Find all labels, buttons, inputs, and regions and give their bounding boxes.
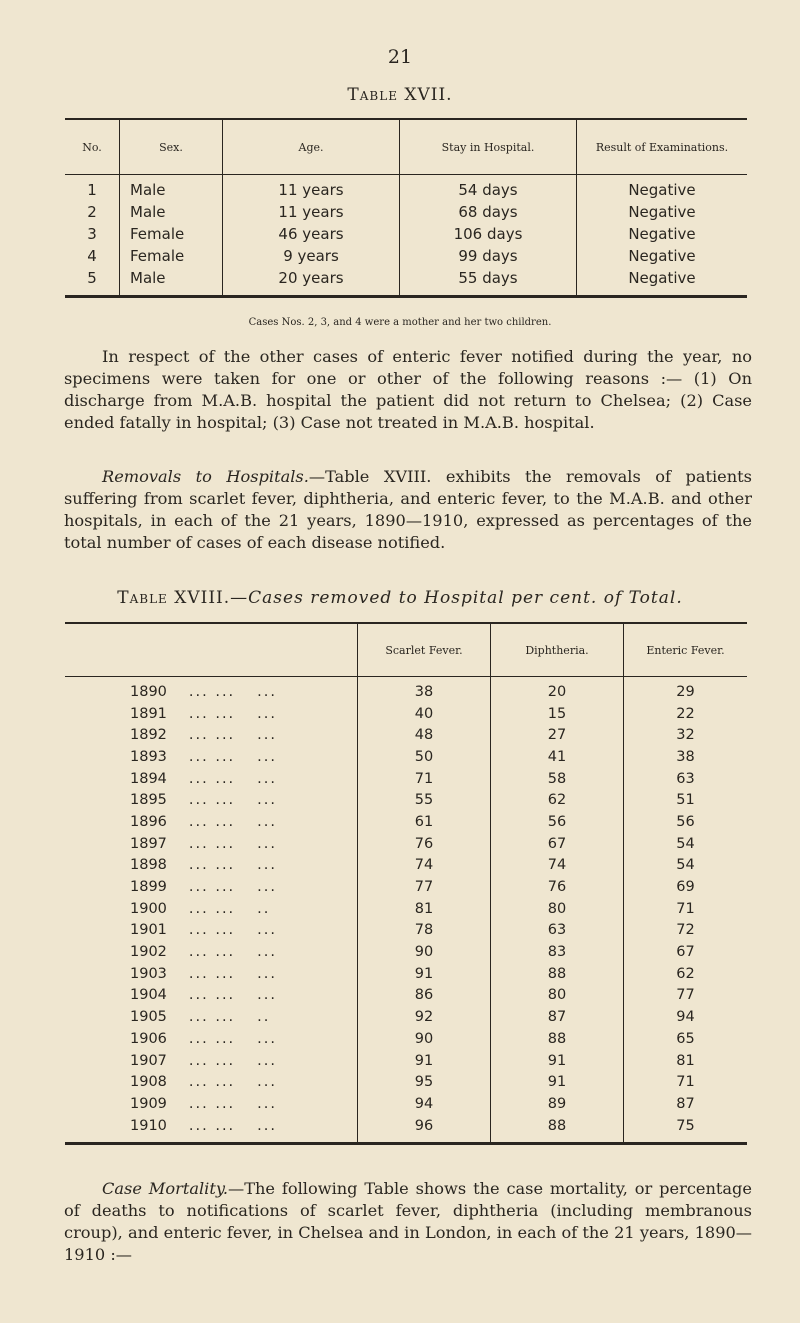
year-label: 1900 [130,900,167,917]
leader-dots-end: ... [257,965,277,982]
paragraph-case-mortality [64,1178,752,1266]
table-row [65,201,747,223]
year-label: 1910 [130,1117,167,1134]
leader-dots-end: ... [257,1117,277,1134]
cell-year [65,1093,358,1115]
table-row [65,1028,747,1050]
table-row [65,833,747,855]
cell-sex: Male [120,175,223,202]
cell-enteric-fever: 51 [624,789,748,811]
cell-enteric-fever: 65 [624,1028,748,1050]
cell-year [65,855,358,877]
paragraph-removals-text: —Table XVIII. exhibits the removals of patients suffering from scarlet fever, diphtheria, and enteric fever, to the M.A.B. and other hospitals, in each of the 21 years, 1890—1910, expressed as percentages of the total number of cases of each disease notified. [64,467,752,552]
year-label: 1896 [130,813,167,830]
cell-enteric-fever: 81 [624,1050,748,1072]
leader-dots: ... ... [188,1009,236,1026]
cell-year [65,724,358,746]
table-row [65,1006,747,1028]
cell-diphtheria: 74 [491,855,624,877]
cell-scarlet-fever: 91 [358,1050,491,1072]
cell-diphtheria: 41 [491,746,624,768]
leader-dots: ... ... [188,1117,236,1134]
year-label: 1905 [130,1009,167,1026]
year-label: 1893 [130,748,167,765]
cell-enteric-fever: 54 [624,833,748,855]
cell-diphtheria: 20 [491,677,624,703]
table-18-title-suffix: —Cases removed to Hospital per cent. of Total. [230,588,683,608]
cell-diphtheria: 87 [491,1006,624,1028]
cell-year [65,920,358,942]
header-age: Age. [223,119,400,175]
cell-result: Negative [577,245,748,267]
cell-no: 1 [87,181,97,199]
year-label: 1901 [130,922,167,939]
cell-enteric-fever: 62 [624,963,748,985]
cell-age: 20 years [223,267,400,297]
leader-dots: ... ... [188,683,236,700]
cell-scarlet-fever: 74 [358,855,491,877]
cell-year [65,1050,358,1072]
year-label: 1908 [130,1074,167,1091]
cell-diphtheria: 80 [491,985,624,1007]
cell-diphtheria: 83 [491,941,624,963]
leader-dots: ... ... [188,857,236,874]
table-18-header-row [65,623,747,677]
cell-diphtheria: 76 [491,876,624,898]
table-18-title-prefix: Table XVIII. [117,588,231,608]
table-row [65,811,747,833]
table-row [65,1115,747,1144]
year-label: 1894 [130,770,167,787]
table-row [65,1093,747,1115]
year-label: 1902 [130,944,167,961]
leader-dots-end: ... [257,922,277,939]
leader-dots-end: ... [257,835,277,852]
cell-year [65,703,358,725]
cell-year [65,677,358,703]
year-label: 1909 [130,1095,167,1112]
year-label: 1904 [130,987,167,1004]
cell-enteric-fever: 72 [624,920,748,942]
table-row [65,267,747,297]
cell-year [65,746,358,768]
leader-dots-end: ... [257,857,277,874]
leader-dots-end: ... [257,770,277,787]
table-17 [65,118,747,298]
leader-dots: ... ... [188,965,236,982]
year-label: 1892 [130,727,167,744]
cell-scarlet-fever: 81 [358,898,491,920]
header-enteric-fever: Enteric Fever. [624,623,748,677]
cell-enteric-fever: 32 [624,724,748,746]
leader-dots-end: ... [257,792,277,809]
leader-dots-end: ... [257,944,277,961]
cell-age: 9 years [223,245,400,267]
table-row [65,245,747,267]
cell-year [65,985,358,1007]
leader-dots: ... ... [188,1030,236,1047]
table-row [65,1050,747,1072]
cell-diphtheria: 62 [491,789,624,811]
cell-age: 11 years [223,175,400,202]
paragraph-case-mortality-lead: Case Mortality. [102,1179,229,1198]
year-label: 1903 [130,965,167,982]
leader-dots-end: ... [257,1030,277,1047]
leader-dots-end: ... [257,748,277,765]
cell-diphtheria: 91 [491,1071,624,1093]
cell-scarlet-fever: 77 [358,876,491,898]
cell-enteric-fever: 75 [624,1115,748,1144]
cell-diphtheria: 15 [491,703,624,725]
cell-year [65,789,358,811]
leader-dots-end: ... [257,683,277,700]
leader-dots: ... ... [188,1095,236,1112]
table-17-note: Cases Nos. 2, 3, and 4 were a mother and her two children. [248,317,552,328]
cell-sex: Female [120,223,223,245]
cell-no: 4 [87,247,97,265]
table-row [65,898,747,920]
cell-scarlet-fever: 90 [358,1028,491,1050]
cell-diphtheria: 56 [491,811,624,833]
leader-dots: ... ... [188,1074,236,1091]
cell-scarlet-fever: 91 [358,963,491,985]
cell-diphtheria: 80 [491,898,624,920]
cell-age: 11 years [223,201,400,223]
table-18-title [0,588,800,608]
table-17-title-text: Table XVII. [347,85,453,105]
header-no: No. [65,119,120,175]
cell-result: Negative [577,201,748,223]
leader-dots: ... ... [188,922,236,939]
cell-scarlet-fever: 50 [358,746,491,768]
table-17-header-row [65,119,747,175]
cell-diphtheria: 88 [491,1028,624,1050]
cell-result: Negative [577,267,748,297]
cell-diphtheria: 58 [491,768,624,790]
header-sex: Sex. [120,119,223,175]
table-row [65,703,747,725]
cell-scarlet-fever: 38 [358,677,491,703]
table-row [65,941,747,963]
paragraph-removals [64,466,752,554]
leader-dots: ... ... [188,792,236,809]
cell-year [65,768,358,790]
cell-no: 5 [87,269,97,287]
cell-year [65,1006,358,1028]
leader-dots: ... ... [188,813,236,830]
cell-enteric-fever: 77 [624,985,748,1007]
leader-dots-end: .. [257,900,271,917]
cell-scarlet-fever: 86 [358,985,491,1007]
cell-stay: 99 days [400,245,577,267]
cell-year [65,1071,358,1093]
leader-dots: ... ... [188,879,236,896]
cell-enteric-fever: 67 [624,941,748,963]
cell-scarlet-fever: 95 [358,1071,491,1093]
leader-dots-end: ... [257,813,277,830]
leader-dots: ... ... [188,1052,236,1069]
cell-enteric-fever: 22 [624,703,748,725]
cell-enteric-fever: 63 [624,768,748,790]
year-label: 1906 [130,1030,167,1047]
paragraph-removals-lead: Removals to Hospitals. [102,467,309,486]
cell-year [65,1028,358,1050]
leader-dots-end: ... [257,727,277,744]
cell-stay: 68 days [400,201,577,223]
cell-enteric-fever: 71 [624,1071,748,1093]
table-row [65,1071,747,1093]
table-row [65,724,747,746]
header-year [65,623,358,677]
cell-year [65,876,358,898]
cell-result: Negative [577,175,748,202]
leader-dots-end: ... [257,1095,277,1112]
table-18 [65,622,747,1145]
table-row [65,746,747,768]
leader-dots: ... ... [188,770,236,787]
cell-sex: Female [120,245,223,267]
table-row [65,876,747,898]
leader-dots-end: ... [257,1052,277,1069]
cell-no: 3 [87,225,97,243]
cell-diphtheria: 91 [491,1050,624,1072]
cell-enteric-fever: 29 [624,677,748,703]
cell-diphtheria: 89 [491,1093,624,1115]
leader-dots-end: ... [257,987,277,1004]
cell-year [65,898,358,920]
table-17-title [0,85,800,105]
header-scarlet-fever: Scarlet Fever. [358,623,491,677]
cell-scarlet-fever: 40 [358,703,491,725]
table-row [65,175,747,202]
cell-enteric-fever: 71 [624,898,748,920]
year-label: 1895 [130,792,167,809]
leader-dots: ... ... [188,727,236,744]
cell-stay: 54 days [400,175,577,202]
cell-scarlet-fever: 92 [358,1006,491,1028]
cell-diphtheria: 88 [491,1115,624,1144]
leader-dots: ... ... [188,705,236,722]
year-label: 1890 [130,683,167,700]
table-row [65,789,747,811]
cell-stay: 106 days [400,223,577,245]
header-result: Result of Examinations. [577,119,748,175]
cell-age: 46 years [223,223,400,245]
leader-dots: ... ... [188,748,236,765]
cell-stay: 55 days [400,267,577,297]
cell-enteric-fever: 38 [624,746,748,768]
cell-year [65,1115,358,1144]
cell-scarlet-fever: 55 [358,789,491,811]
cell-enteric-fever: 69 [624,876,748,898]
cell-diphtheria: 67 [491,833,624,855]
year-label: 1899 [130,879,167,896]
cell-year [65,811,358,833]
cell-enteric-fever: 56 [624,811,748,833]
cell-year [65,833,358,855]
cell-result: Negative [577,223,748,245]
leader-dots-end: ... [257,705,277,722]
cell-scarlet-fever: 71 [358,768,491,790]
cell-year [65,941,358,963]
cell-diphtheria: 63 [491,920,624,942]
paragraph-case-mortality-text: —The following Table shows the case mortality, or percentage of deaths to notifications of scarlet fever, diphtheria (including membranous croup), and enteric fever, in Chelsea and in London, in each of the 21 years, 1890—1910 :— [64,1179,752,1264]
cell-no: 2 [87,203,97,221]
cell-scarlet-fever: 48 [358,724,491,746]
cell-sex: Male [120,267,223,297]
table-row [65,223,747,245]
cell-scarlet-fever: 76 [358,833,491,855]
cell-sex: Male [120,201,223,223]
cell-year [65,963,358,985]
table-row [65,855,747,877]
cell-scarlet-fever: 78 [358,920,491,942]
cell-enteric-fever: 94 [624,1006,748,1028]
leader-dots: ... ... [188,900,236,917]
cell-diphtheria: 27 [491,724,624,746]
leader-dots: ... ... [188,944,236,961]
header-stay: Stay in Hospital. [400,119,577,175]
table-row [65,768,747,790]
header-diphtheria: Diphtheria. [491,623,624,677]
leader-dots: ... ... [188,835,236,852]
cell-enteric-fever: 87 [624,1093,748,1115]
cell-diphtheria: 88 [491,963,624,985]
year-label: 1907 [130,1052,167,1069]
year-label: 1891 [130,705,167,722]
table-row [65,677,747,703]
cell-scarlet-fever: 94 [358,1093,491,1115]
leader-dots-end: .. [257,1009,271,1026]
leader-dots-end: ... [257,879,277,896]
paragraph-enteric-specimens: In respect of the other cases of enteric fever notified during the year, no specimens were taken for one or other of the following reasons :— (1) On discharge from M.A.B. hospital the patient did not return to Chelsea; (2) Case ended fatally in hospital; (3) Case not treated in M.A.B. hospital. [64,347,752,432]
year-label: 1898 [130,857,167,874]
table-row [65,920,747,942]
leader-dots: ... ... [188,987,236,1004]
cell-enteric-fever: 54 [624,855,748,877]
table-row [65,985,747,1007]
leader-dots-end: ... [257,1074,277,1091]
cell-scarlet-fever: 61 [358,811,491,833]
page-number: 21 [387,46,413,68]
cell-scarlet-fever: 90 [358,941,491,963]
table-row [65,963,747,985]
year-label: 1897 [130,835,167,852]
cell-scarlet-fever: 96 [358,1115,491,1144]
